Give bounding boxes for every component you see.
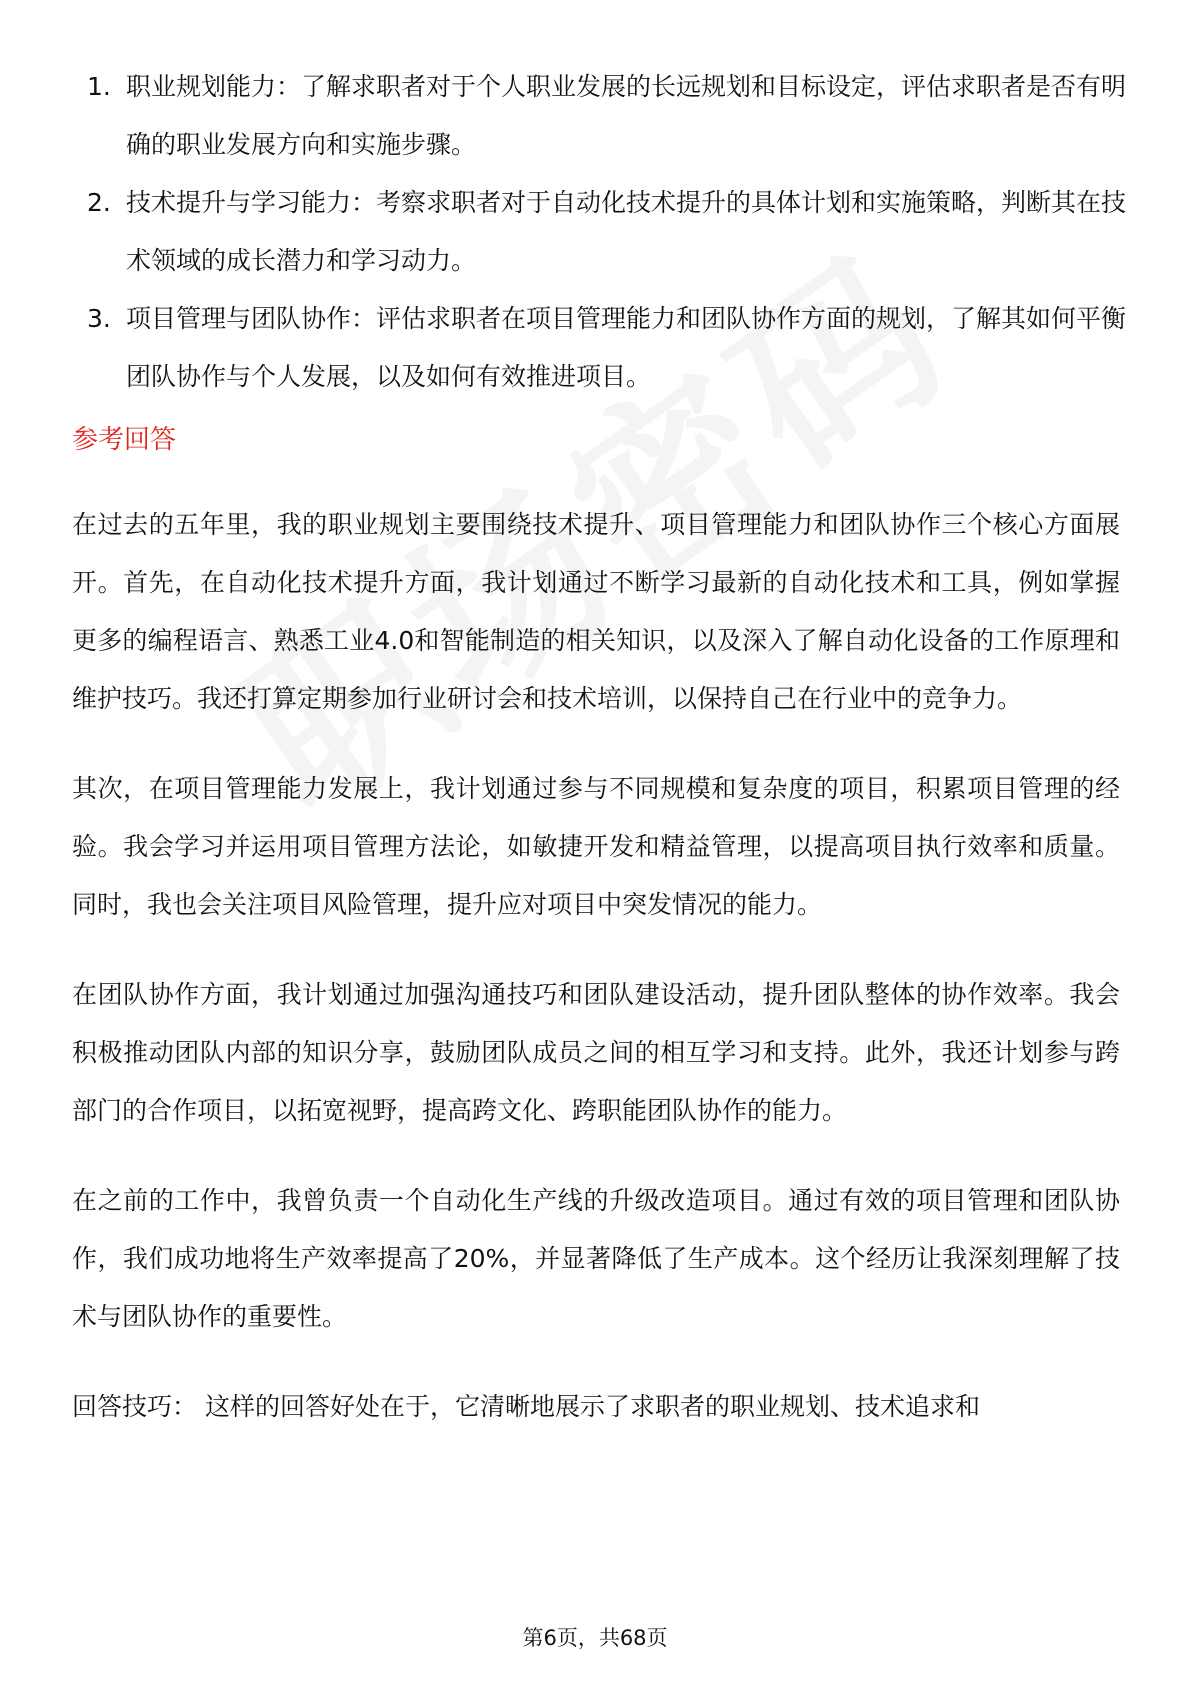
criteria-number: 2. (87, 188, 111, 217)
answer-paragraph: 在团队协作方面，我计划通过加强沟通技巧和团队建设活动，提升团队整体的协作效率。我会积极推动团队内部的知识分享，鼓励团队成员之间的相互学习和支持。此外，我还计划参与跨部门的合作项目，以拓宽视野，提高跨文化、跨职能团队协作的能力。 (72, 980, 1120, 1125)
criteria-number: 3. (87, 304, 111, 333)
answer-paragraph: 在之前的工作中，我曾负责一个自动化生产线的升级改造项目。通过有效的项目管理和团队协作，我们成功地将生产效率提高了20%，并显著降低了生产成本。这个经历让我深刻理解了技术与团队协作的重要性。 (72, 1186, 1120, 1331)
criteria-text: 项目管理与团队协作：评估求职者在项目管理能力和团队协作方面的规划，了解其如何平衡团队协作与个人发展，以及如何有效推进项目。 (126, 304, 1127, 391)
answer-paragraph: 其次，在项目管理能力发展上，我计划通过参与不同规模和复杂度的项目，积累项目管理的经验。我会学习并运用项目管理方法论，如敏捷开发和精益管理，以提高项目执行效率和质量。同时，我也会关注项目风险管理，提升应对项目中突发情况的能力。 (72, 774, 1120, 919)
criteria-item (72, 290, 1132, 406)
answer-tips-paragraph: 回答技巧： 这样的回答好处在于，它清晰地展示了求职者的职业规划、技术追求和 (72, 1392, 980, 1421)
criteria-number: 1. (87, 72, 111, 101)
criteria-text: 技术提升与学习能力：考察求职者对于自动化技术提升的具体计划和实施策略，判断其在技术领域的成长潜力和学习动力。 (126, 188, 1127, 275)
criteria-item (72, 174, 1132, 290)
evaluation-criteria-list (72, 58, 1132, 406)
criteria-item (72, 58, 1132, 174)
criteria-text: 职业规划能力：了解求职者对于个人职业发展的长远规划和目标设定，评估求职者是否有明确的职业发展方向和实施步骤。 (126, 72, 1127, 159)
page-footer: 第6页，共68页 (522, 1626, 668, 1650)
answer-paragraph: 在过去的五年里，我的职业规划主要围绕技术提升、项目管理能力和团队协作三个核心方面展开。首先，在自动化技术提升方面，我计划通过不断学习最新的自动化技术和工具，例如掌握更多的编程语言、熟悉工业4.0和智能制造的相关知识，以及深入了解自动化设备的工作原理和维护技巧。我还打算定期参加行业研讨会和技术培训，以保持自己在行业中的竞争力。 (72, 510, 1120, 713)
section-title-reference-answer: 参考回答 (72, 425, 177, 455)
reference-answer-body (72, 496, 1120, 1468)
